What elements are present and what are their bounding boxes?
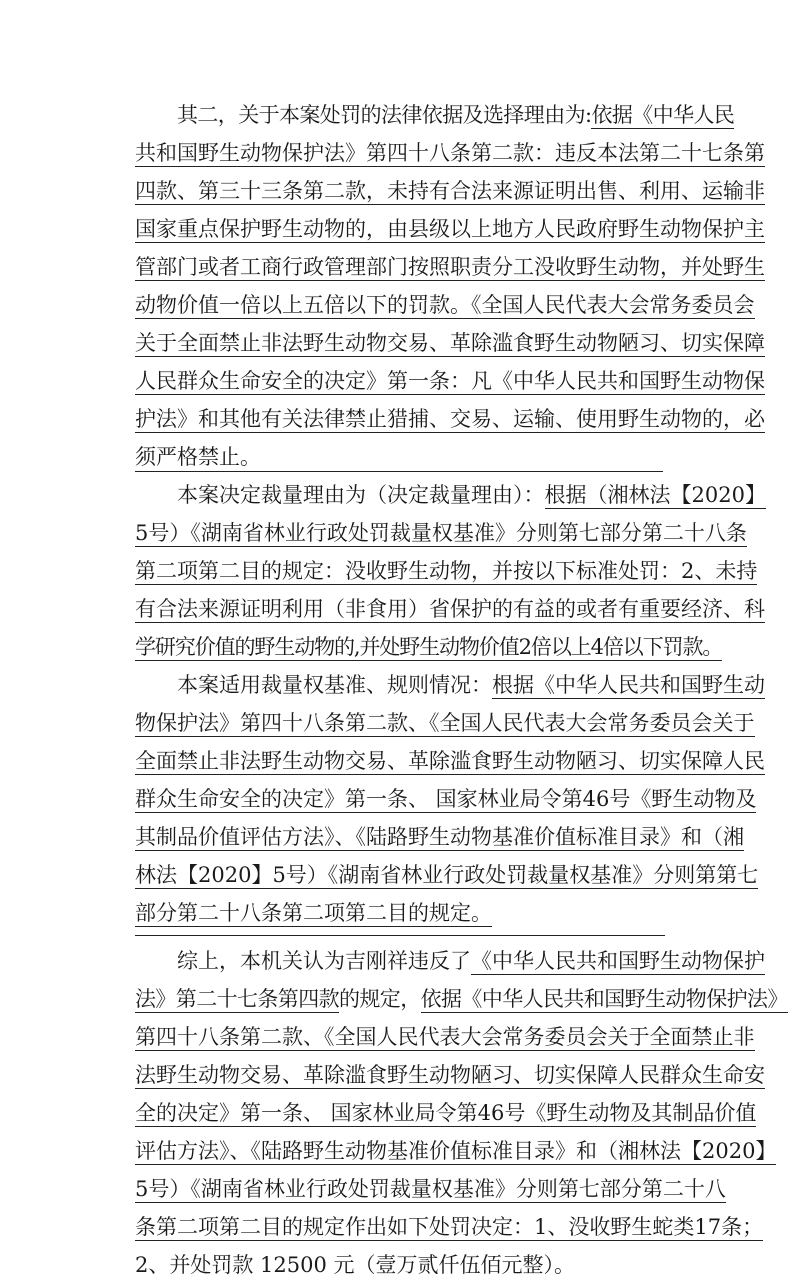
underlined-text: 人民群众生命安全的决定》第一条：凡《中华人民共和国野生动物保: [135, 369, 765, 393]
text-line: [135, 856, 759, 894]
underlined-text: 林法【2020】5号）《湖南省林业行政处罚裁量权基准》分则第第七: [135, 863, 759, 887]
underlined-text: 根据《中华人民共和国野生动: [492, 673, 765, 697]
text-line: [135, 666, 765, 704]
text-line: [135, 894, 685, 932]
text-line: [135, 942, 765, 980]
text-line: [135, 742, 765, 780]
underline-rule: [135, 935, 665, 936]
text-line: [135, 980, 788, 1018]
underlined-text: 5号）《湖南省林业行政处罚裁量权基准》分则第七部分第二十八: [135, 1177, 726, 1201]
text-line: [135, 1208, 764, 1246]
underlined-text: 群众生命安全的决定》第一条、 国家林业局令第46号《野生动物及: [135, 787, 757, 811]
underlined-text: 其制品价值评估方法》、《陆路野生动物基准价值标准目录》和（湘: [135, 825, 744, 849]
underlined-text: 条第二项第二目的规定作出如下处罚决定：: [135, 1215, 534, 1239]
text-line: [135, 514, 747, 552]
text-line: [135, 210, 765, 248]
text-line: [135, 362, 765, 400]
text-line: [135, 400, 765, 438]
text-line: [135, 172, 765, 210]
text-line: [135, 476, 766, 514]
underlined-text: 物保护法》第四十八条第二款、《全国人民代表大会常务委员会关于: [135, 711, 755, 735]
paragraph-discretion-reason: [135, 476, 766, 666]
text-line: [135, 1170, 726, 1208]
underlined-text: 全的决定》第一条、 国家林业局令第46号《野生动物及其制品价值: [135, 1101, 757, 1125]
text-line: [135, 1056, 765, 1094]
text-line: [135, 552, 758, 590]
underlined-text: 国家重点保护野生动物的，由县级以上地方人民政府野生动物保护主: [135, 217, 765, 241]
text-line: [135, 286, 755, 324]
underlined-text: 第二项第二目的规定：没收野生动物，并按以下标准处罚：2、未持: [135, 559, 758, 583]
text-span: 本案适用裁量权基准、规则情况：: [177, 673, 492, 697]
underlined-text: 依据《中华人民共和国野生动物保护法》: [420, 987, 788, 1011]
underlined-text: 第四十八条第二款、《全国人民代表大会常务委员会关于全面禁止非: [135, 1025, 755, 1049]
underlined-text: 部分第二十八条第二项第二目的规定。: [135, 901, 492, 925]
text-line: [135, 818, 744, 856]
text-line: [135, 248, 765, 286]
underlined-text: 1、没收野生蛇类17条；: [534, 1215, 764, 1239]
underlined-text: 法》第二十七条第四款: [135, 987, 339, 1011]
underlined-text: 全面禁止非法野生动物交易、革除滥食野生动物陋习、切实保障人民: [135, 749, 765, 773]
text-line: [135, 1246, 685, 1284]
text-span: 须严格禁止。: [135, 445, 261, 469]
paragraph-discretion-standard: [135, 666, 765, 932]
text-line: [135, 704, 755, 742]
underlined-text: 《中华人民共和国野生动物保护: [471, 949, 765, 973]
text-line: [135, 1132, 777, 1170]
text-span: 本案决定裁量理由为（决定裁量理由）：: [177, 483, 545, 507]
underlined-text: 四款、第三十三条第二款，未持有合法来源证明出售、利用、运输非: [135, 179, 765, 203]
underlined-text: 护法》和其他有关法律禁止猎捕、交易、运输、使用野生动物的，必: [135, 407, 765, 431]
text-line: [135, 780, 757, 818]
paragraph-conclusion: [135, 942, 788, 1284]
underlined-text: 5号）《湖南省林业行政处罚裁量权基准》分则第七部分第二十八条: [135, 521, 747, 545]
underlined-text: 关于全面禁止非法野生动物交易、革除滥食野生动物陋习、切实保障: [135, 331, 765, 355]
text-line: [135, 134, 765, 172]
underlined-text: 共和国野生动物保护法》第四十八条第二款：违反本法第二十七条第: [135, 141, 765, 165]
text-span: 综上，本机关认为吉刚祥违反了: [177, 949, 471, 973]
underlined-text: 法野生动物交易、革除滥食野生动物陋习、切实保障人民群众生命安: [135, 1063, 765, 1087]
text-line: [135, 324, 765, 362]
underlined-text: 学研究价值的野生动物的,并处野生动物价值2倍以上4倍以下罚款。: [135, 635, 723, 659]
underlined-text: 依据《中华人民: [591, 103, 735, 127]
text-span: 2、并处罚款 12500 元（壹万贰仟伍佰元整）。: [135, 1253, 576, 1277]
text-line: [135, 1094, 757, 1132]
text-line: [135, 628, 723, 666]
text-line: [135, 590, 765, 628]
text-line: [135, 96, 735, 134]
text-span: 其二，关于本案处罚的法律依据及选择理由为:: [177, 103, 592, 127]
text-span: 的规定，: [339, 987, 421, 1011]
paragraph-legal-basis: [135, 96, 765, 476]
underline-rule: [135, 471, 663, 472]
underlined-text: 评估方法》、《陆路野生动物基准价值标准目录》和（湘林法【2020】: [135, 1139, 777, 1163]
underlined-text: 根据（湘林法【2020】: [544, 483, 766, 507]
underlined-text: 动物价值一倍以上五倍以下的罚款。《全国人民代表大会常务委员会: [135, 293, 755, 317]
text-line: [135, 1018, 755, 1056]
underlined-text: 有合法来源证明利用（非食用）省保护的有益的或者有重要经济、科: [135, 597, 765, 621]
underlined-text: 管部门或者工商行政管理部门按照职责分工没收野生动物，并处野生: [135, 255, 765, 279]
